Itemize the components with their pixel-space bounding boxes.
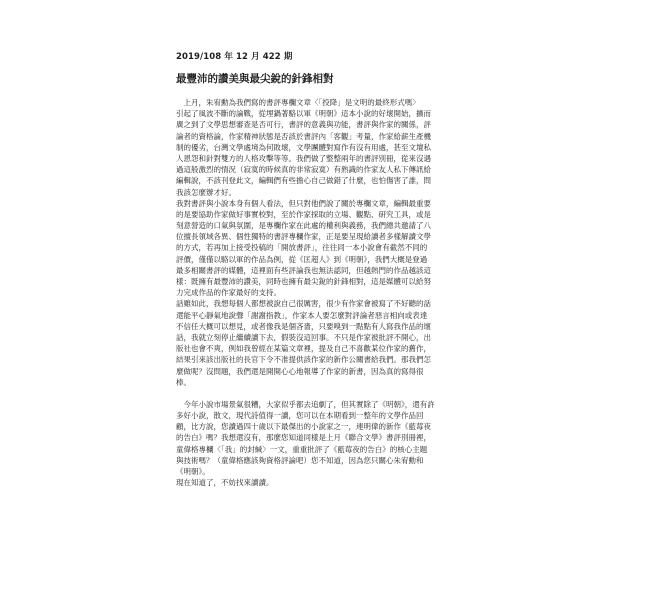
- text-line: 的方式，若再加上接受投稿的「開放書評」，往往同一本小說會有截然不同的: [176, 243, 428, 253]
- paragraph-4: [176, 399, 494, 489]
- issue-line: 2019/108 年 12 月 422 期: [176, 52, 293, 62]
- text-line: 還能平心靜氣地說聲「謝謝指教」，作家本人要怎麼對評論者惡言相向或表達: [176, 310, 428, 320]
- text-line: 今年小說市場景氣很糟，大家似乎都去追劇了，但其實除了《明朝》，還有許: [176, 399, 435, 409]
- paragraph-3: [176, 298, 494, 388]
- text-line: 話，我就立刻停止繼續讀下去，假裝沒這回事。不只是作家被批評不開心，出: [176, 332, 431, 342]
- text-line: 人恩怨和針對雙方的人格攻擊等等。我們做了整整兩年的書評別冊，從來沒遇: [176, 153, 431, 163]
- text-line: 引起了風波不斷的論戰，從埋鍋著駱以軍《明朝》這本小說的好壞開始，擴而: [176, 109, 431, 119]
- text-line: 結果引來該出版社的長官下令不准提供該作家的新作公關書給我們。那我們怎: [176, 355, 431, 365]
- text-line: 制的優劣，台灣文學處境為何敗壞，文學團體對寫作有沒有用處，甚至文壇私: [176, 142, 431, 152]
- text-line: 版社也會不爽，例如我曾經在某篇文章裡，提及自己不喜歡某位作家的舊作，: [176, 344, 431, 354]
- text-line: 樣：既擁有最豐沛的讚美，同時也擁有最尖銳的針鋒相對，這是媒體可以給努: [176, 277, 431, 286]
- text-line: 顧，比方說，您讀過四十歲以下最傑出的小說家之一，連明偉的新作《藍莓夜: [176, 422, 431, 432]
- text-line: 的是要協助作家做好事實校對，至於作家採取的立場、觀點、研究工具，或是: [176, 209, 431, 219]
- text-line: 麼做呢？沒問題，我們還是開開心心地報導了作家的新書，因為真的寫得很: [176, 366, 424, 376]
- article-body: [176, 97, 494, 488]
- text-line: 現在知道了，不妨找來讀讀。: [176, 478, 274, 488]
- text-line: 論者的資格論，作家精神狀態是否該於書評內「客觀」考量，作家給薪生產機: [176, 131, 431, 141]
- text-line: 話雖如此，我想每個人都想被說自己很厲害，很少有作家會被寫了不好聽的話: [176, 299, 431, 309]
- text-line: 棒。: [176, 377, 191, 387]
- text-line: 童偉格專欄〈「我」的封緘〉一文，重重批評了《藍莓夜的告白》的核心主題: [176, 444, 428, 454]
- paragraph-2: [176, 198, 494, 299]
- text-line: 《明朝》。: [176, 467, 210, 476]
- text-line: 位擅長領域各異、個性獨特的書評專欄作家，正是要呈現給讀者多樣解讀文學: [176, 232, 431, 242]
- text-line: 我該怎麼辦才好。: [176, 187, 236, 197]
- text-line: 廣之到了文學思想審查是否可行，書評的意義與功能，書評與作家的關係，評: [176, 120, 431, 130]
- text-line: 力完成作品的作家最好的支持。: [176, 288, 281, 298]
- text-line: 我對書評與小說本身有個人看法，但只對他們說了關於專欄文章，編輯最重要: [176, 198, 431, 208]
- text-line: 評價，僅僅以駱以軍的作品為例，從《匡超人》到《明朝》，我們大概是登過: [176, 254, 428, 264]
- text-line: 過這般激烈的情況（寂寞的時候真的非常寂寞）有熟識的作家友人私下傳訊給: [176, 165, 431, 175]
- text-line: 不信任大概可以想見，或者像我是個吝嗇，只要嗅到一點點有人寫我作品的壞: [176, 321, 431, 331]
- text-line: 最多相關書評的媒體，這裡面有些評論我也無法認同，但越熱門的作品越該這: [176, 265, 431, 275]
- text-line: 與技術嗎？（童偉格應該夠資格評論吧）您不知道，因為您只關心朱宥勳和: [176, 455, 424, 465]
- text-line: 上月，朱宥勳為我們寫的書評專欄文章〈「投降」是文明的最終形式嗎〉: [176, 98, 420, 107]
- paragraph-1: [176, 97, 494, 198]
- text-line: 刻意營造的口氣與氛圍，是專欄作家在此處的權利與義務，我們總共邀請了八: [176, 221, 431, 231]
- paragraph-gap: [176, 388, 494, 399]
- text-line: 的告白》嗎？我想還沒有，那麼您知道同樣是上月《聯合文學》書評別冊裡，: [176, 433, 431, 443]
- article-title: 最豐沛的讚美與最尖銳的針鋒相對: [176, 73, 334, 85]
- text-line: 多好小說，散文，現代詩值得一讀，您可以在本期看到一整年的文學作品回: [176, 411, 424, 421]
- text-line: 編輯說，不該刊登此文，編輯們有些擔心自己做錯了什麼，也怕傷害了誰，問: [176, 176, 431, 186]
